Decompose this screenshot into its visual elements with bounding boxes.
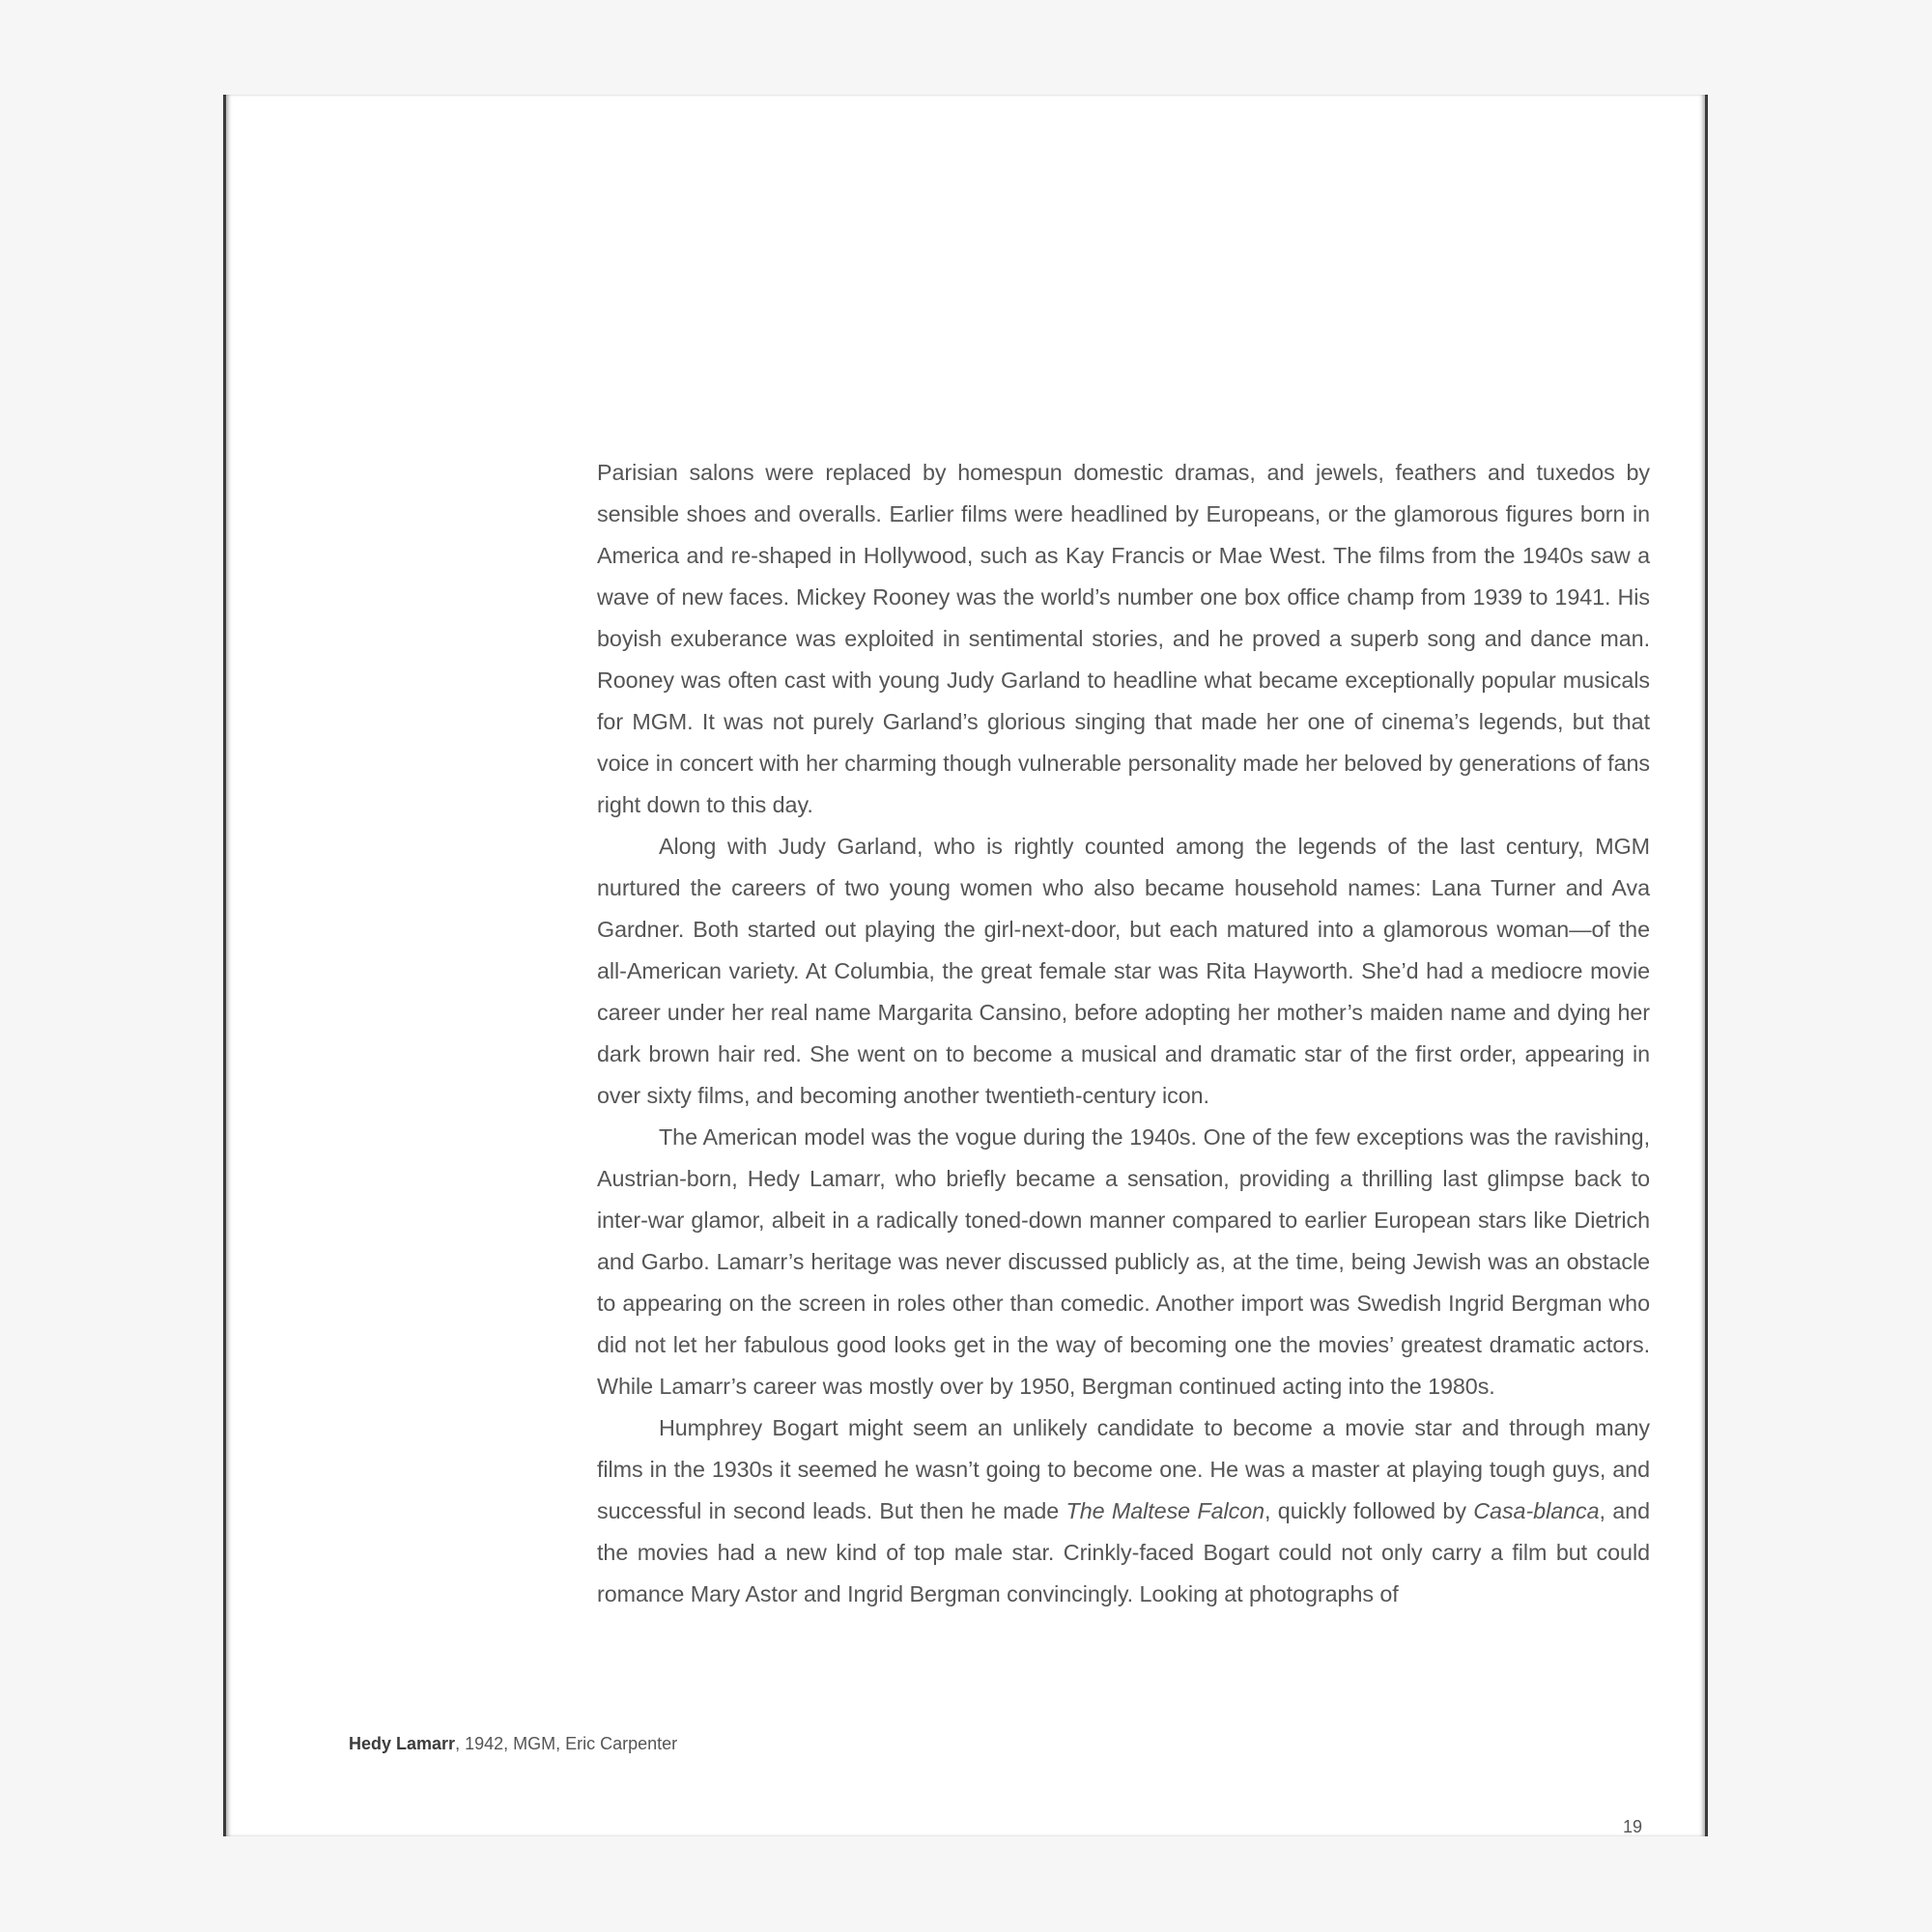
book-page	[223, 95, 1708, 1836]
paragraph-4-part-b: , quickly followed by	[1264, 1498, 1474, 1523]
body-text	[597, 452, 1650, 1615]
caption-details: , 1942, MGM, Eric Carpenter	[455, 1734, 678, 1753]
page-number: 19	[1622, 1817, 1642, 1836]
paragraph-2: Along with Judy Garland, who is rightly counted among the legends of the last century, MGM nurtured the careers of two young women who also became household names: Lana Turner and Ava Gardner. Both started out playing the girl-next-door, but each matured into a glamorous woman—of the all-American variety. At Columbia, the great female star was Rita Hayworth. She’d had a mediocre movie career under her real name Margarita Cansino, before adopting her mother’s maiden name and dying her dark brown hair red. She went on to become a musical and dramatic star of the first order, appearing in over sixty films, and becoming another twentieth-century icon.	[597, 834, 1650, 1108]
paragraph-3: The American model was the vogue during the 1940s. One of the few exceptions was the ravishing, Austrian-born, Hedy Lamarr, who briefly became a sensation, providing a thrilling last glimpse back to inter-war glamor, albeit in a radically toned-down manner compared to earlier European stars like Dietrich and Garbo. Lamarr’s heritage was never discussed publicly as, at the time, being Jewish was an obstacle to appearing on the screen in roles other than comedic. Another import was Swedish Ingrid Bergman who did not let her fabulous good looks get in the way of becoming one the movies’ greatest dramatic actors. While Lamarr’s career was mostly over by 1950, Bergman continued acting into the 1980s.	[597, 1124, 1650, 1399]
paragraph-4-part-c: , and the movies had a new kind of top male star. Crinkly-faced Bogart could not only carry a film but could romance Mary Astor and Ingrid Bergman convincingly. Looking at photographs of	[597, 1498, 1650, 1606]
photo-caption	[349, 1734, 677, 1754]
film-title-casablanca: Casa-blanca	[1473, 1498, 1600, 1523]
caption-name: Hedy Lamarr	[349, 1734, 456, 1753]
paragraph-4-part-a: Humphrey Bogart might seem an unlikely candidate to become a movie star and through many films in the 1930s it seemed he wasn’t going to become one. He was a master at playing tough guys, and successful in second leads. But then he made	[597, 1415, 1650, 1523]
paragraph-4	[597, 1407, 1650, 1615]
paragraph-1: Parisian salons were replaced by homespun domestic dramas, and jewels, feathers and tuxedos by sensible shoes and overalls. Earlier films were headlined by Europeans, or the glamorous figures born in America and re-shaped in Hollywood, such as Kay Francis or Mae West. The films from the 1940s saw a wave of new faces. Mickey Rooney was the world’s number one box office champ from 1939 to 1941. His boyish exuberance was exploited in sentimental stories, and he proved a superb song and dance man. Rooney was often cast with young Judy Garland to headline what became exceptionally popular musicals for MGM. It was not purely Garland’s glorious singing that made her one of cinema’s legends, but that voice in concert with her charming though vulnerable personality made her beloved by generations of fans right down to this day.	[597, 460, 1650, 817]
film-title-maltese-falcon: The Maltese Falcon	[1065, 1498, 1265, 1523]
